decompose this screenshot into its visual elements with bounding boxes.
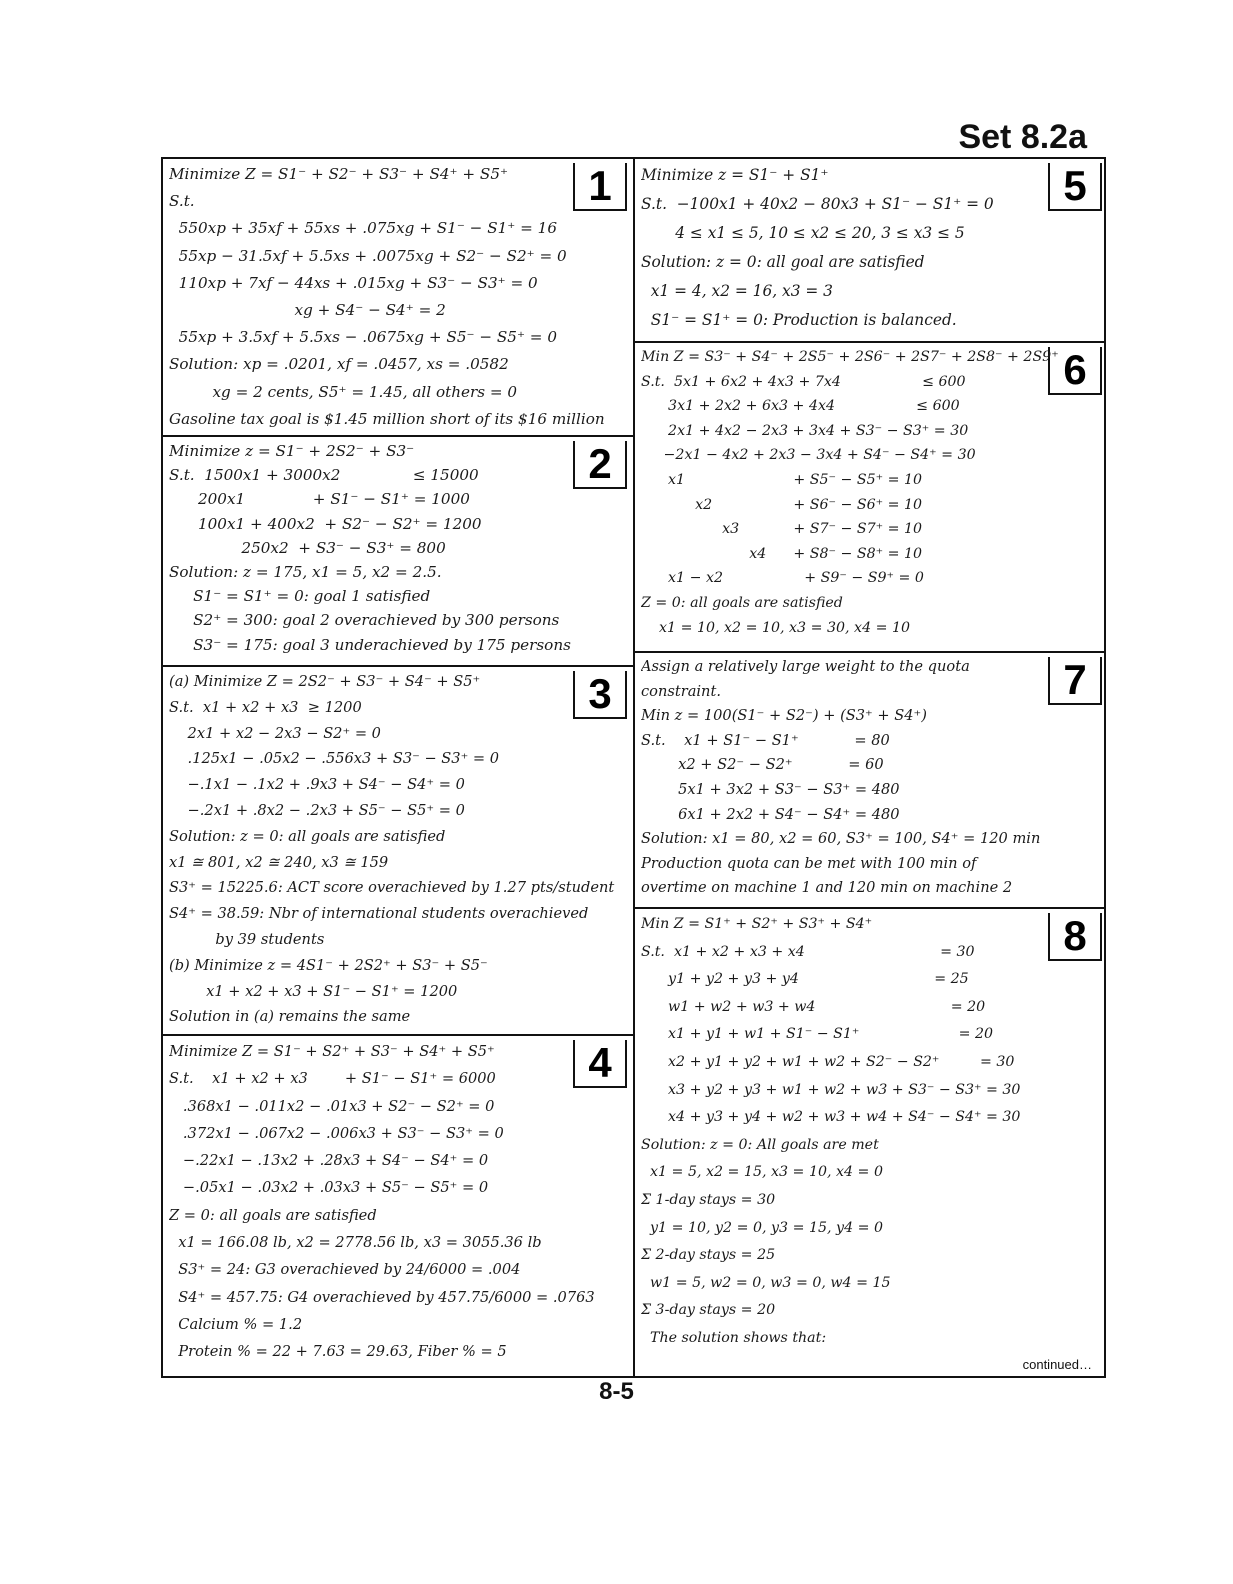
handwritten-line: Protein % = 22 + 7.63 = 29.63, Fiber % = 5 bbox=[169, 1343, 507, 1361]
handwritten-line: S1⁻ = S1⁺ = 0: Production is balanced. bbox=[641, 311, 957, 329]
handwritten-line: x2 + S2⁻ − S2⁺ = 60 bbox=[641, 756, 884, 774]
problem-8-cell bbox=[635, 909, 1104, 1376]
handwritten-line: x1 + y1 + w1 + S1⁻ − S1⁺ = 20 bbox=[641, 1026, 994, 1043]
problem-number-badge: 6 bbox=[1048, 347, 1102, 395]
handwritten-line: (a) Minimize Z = 2S2⁻ + S3⁻ + S4⁻ + S5⁺ bbox=[169, 673, 481, 690]
handwritten-line: .125x1 − .05x2 − .556x3 + S3⁻ − S3⁺ = 0 bbox=[169, 750, 500, 768]
handwritten-line: y1 + y2 + y3 + y4 = 25 bbox=[641, 971, 969, 988]
handwritten-line: Min Z = S1⁺ + S2⁺ + S3⁺ + S4⁺ bbox=[641, 916, 873, 932]
handwritten-line: .372x1 − .067x2 − .006x3 + S3⁻ − S3⁺ = 0 bbox=[169, 1124, 504, 1142]
handwritten-line: 550xp + 35xf + 55xs + .075xg + S1⁻ − S1⁺ = 16 bbox=[169, 219, 558, 238]
handwritten-line: S1⁻ = S1⁺ = 0: goal 1 satisfied bbox=[169, 587, 431, 606]
handwritten-line: S3⁺ = 15225.6: ACT score overachieved by 1.27 pts/student bbox=[169, 879, 615, 897]
handwritten-line: x2 + S6⁻ − S6⁺ = 10 bbox=[641, 496, 923, 513]
handwritten-line: 100x1 + 400x2 + S2⁻ − S2⁺ = 1200 bbox=[169, 514, 482, 533]
handwritten-line: −.2x1 + .8x2 − .2x3 + S5⁻ − S5⁺ = 0 bbox=[169, 801, 465, 819]
handwritten-line: x3 + y2 + y3 + w1 + w2 + w3 + S3⁻ − S3⁺ = 30 bbox=[641, 1081, 1021, 1098]
handwritten-line: S2⁺ = 300: goal 2 overachieved by 300 persons bbox=[169, 611, 560, 630]
handwritten-line: Solution: x1 = 80, x2 = 60, S3⁺ = 100, S4⁺ = 120 min bbox=[641, 830, 1041, 848]
handwritten-line: Gasoline tax goal is $1.45 million short of its $16 million bbox=[169, 409, 605, 428]
handwritten-line: 3x1 + 2x2 + 6x3 + 4x4 ≤ 600 bbox=[641, 398, 960, 415]
handwritten-line: Solution in (a) remains the same bbox=[169, 1008, 411, 1026]
handwritten-line: Z = 0: all goals are satisfied bbox=[169, 1206, 377, 1224]
handwritten-line: Solution: z = 175, x1 = 5, x2 = 2.5. bbox=[169, 563, 442, 582]
handwritten-line: −.22x1 − .13x2 + .28x3 + S4⁻ − S4⁺ = 0 bbox=[169, 1152, 489, 1170]
handwritten-line: Assign a relatively large weight to the quota bbox=[641, 658, 970, 675]
handwritten-line: Solution: xp = .0201, xf = .0457, xs = .0582 bbox=[169, 355, 509, 374]
problem-number-badge: 5 bbox=[1048, 163, 1102, 211]
handwritten-line: Minimize z = S1⁻ + 2S2⁻ + S3⁻ bbox=[169, 442, 415, 460]
handwritten-line: Solution: z = 0: all goals are satisfied bbox=[169, 827, 446, 845]
handwritten-line: S.t. x1 + x2 + x3 + S1⁻ − S1⁺ = 6000 bbox=[169, 1070, 496, 1088]
handwritten-line: S.t. x1 + x2 + x3 + x4 = 30 bbox=[641, 943, 975, 960]
handwritten-line: 250x2 + S3⁻ − S3⁺ = 800 bbox=[169, 538, 446, 557]
handwritten-line: x1 = 4, x2 = 16, x3 = 3 bbox=[641, 282, 833, 300]
handwritten-line: x4 + y3 + y4 + w2 + w3 + w4 + S4⁻ − S4⁺ = 30 bbox=[641, 1109, 1021, 1126]
handwritten-line: x1 + x2 + x3 + S1⁻ − S1⁺ = 1200 bbox=[169, 982, 458, 1000]
problem-number-badge: 7 bbox=[1048, 657, 1102, 705]
handwritten-line: y1 = 10, y2 = 0, y3 = 15, y4 = 0 bbox=[641, 1219, 884, 1236]
handwritten-line: x1 + S5⁻ − S5⁺ = 10 bbox=[641, 471, 923, 488]
problem-1-cell bbox=[163, 159, 633, 437]
handwritten-line: −.05x1 − .03x2 + .03x3 + S5⁻ − S5⁺ = 0 bbox=[169, 1179, 489, 1197]
problem-7-text bbox=[641, 655, 1098, 901]
continued-note: continued… bbox=[1022, 1357, 1092, 1372]
handwritten-line: w1 + w2 + w3 + w4 = 20 bbox=[641, 998, 986, 1015]
problem-number-badge: 2 bbox=[573, 441, 627, 489]
handwritten-line: S4⁺ = 457.75: G4 overachieved by 457.75/6000 = .0763 bbox=[169, 1288, 595, 1306]
handwritten-line: Σ 1-day stays = 30 bbox=[641, 1191, 776, 1208]
handwritten-line: constraint. bbox=[641, 682, 721, 700]
handwritten-line: xg + S4⁻ − S4⁺ = 2 bbox=[169, 301, 446, 320]
handwritten-line: x1 = 5, x2 = 15, x3 = 10, x4 = 0 bbox=[641, 1164, 883, 1181]
problem-2-text bbox=[169, 439, 627, 657]
handwritten-line: 200x1 + S1⁻ − S1⁺ = 1000 bbox=[169, 490, 470, 509]
handwritten-line: overtime on machine 1 and 120 min on machine 2 bbox=[641, 879, 1013, 897]
problem-8-text bbox=[641, 911, 1098, 1353]
problem-6-cell bbox=[635, 343, 1104, 653]
handwritten-line: Minimize Z = S1⁻ + S2⁺ + S3⁻ + S4⁺ + S5⁺ bbox=[169, 1043, 495, 1060]
handwritten-line: x1 = 10, x2 = 10, x3 = 30, x4 = 10 bbox=[641, 619, 911, 636]
problem-3-text bbox=[169, 669, 627, 1030]
problem-2-cell bbox=[163, 437, 633, 667]
problem-1-text bbox=[169, 161, 627, 433]
problem-5-cell bbox=[635, 159, 1104, 343]
handwritten-line: 2x1 + 4x2 − 2x3 + 3x4 + S3⁻ − S3⁺ = 30 bbox=[641, 422, 969, 439]
handwritten-line: x1 = 166.08 lb, x2 = 2778.56 lb, x3 = 3055.36 lb bbox=[169, 1234, 542, 1252]
handwritten-line: 55xp + 3.5xf + 5.5xs − .0675xg + S5⁻ − S5⁺ = 0 bbox=[169, 328, 558, 347]
handwritten-line: x4 + S8⁻ − S8⁺ = 10 bbox=[641, 545, 923, 562]
handwritten-line: S.t. x1 + x2 + x3 ≥ 1200 bbox=[169, 698, 362, 716]
handwritten-line: (b) Minimize z = 4S1⁻ + 2S2⁺ + S3⁻ + S5⁻ bbox=[169, 956, 488, 974]
handwritten-line: S4⁺ = 38.59: Nbr of international students overachieved bbox=[169, 905, 589, 923]
handwritten-line: −.1x1 − .1x2 + .9x3 + S4⁻ − S4⁺ = 0 bbox=[169, 776, 465, 794]
handwritten-line: S.t. −100x1 + 40x2 − 80x3 + S1⁻ − S1⁺ = 0 bbox=[641, 195, 994, 213]
problem-3-cell bbox=[163, 667, 633, 1036]
handwritten-line: S3⁻ = 175: goal 3 underachieved by 175 persons bbox=[169, 635, 571, 654]
handwritten-line: x3 + S7⁻ − S7⁺ = 10 bbox=[641, 521, 923, 538]
handwritten-line: −2x1 − 4x2 + 2x3 − 3x4 + S4⁻ − S4⁺ = 30 bbox=[641, 447, 976, 464]
problem-6-text bbox=[641, 345, 1098, 640]
handwritten-line: xg = 2 cents, S5⁺ = 1.45, all others = 0 bbox=[169, 382, 518, 401]
handwritten-line: Minimize z = S1⁻ + S1⁺ bbox=[641, 166, 829, 184]
handwritten-line: S3⁺ = 24: G3 overachieved by 24/6000 = .004 bbox=[169, 1261, 521, 1279]
handwritten-line: S.t. 5x1 + 6x2 + 4x3 + 7x4 ≤ 600 bbox=[641, 373, 966, 390]
handwritten-line: Z = 0: all goals are satisfied bbox=[641, 594, 843, 611]
handwritten-line: 5x1 + 3x2 + S3⁻ − S3⁺ = 480 bbox=[641, 780, 900, 798]
problem-7-cell bbox=[635, 653, 1104, 909]
problem-number-badge: 8 bbox=[1048, 913, 1102, 961]
handwritten-line: The solution shows that: bbox=[641, 1329, 827, 1346]
handwritten-line: 2x1 + x2 − 2x3 − S2⁺ = 0 bbox=[169, 724, 381, 742]
handwritten-line: by 39 students bbox=[169, 930, 325, 948]
handwritten-line: Solution: z = 0: all goal are satisfied bbox=[641, 253, 925, 271]
handwritten-line: x1 − x2 + S9⁻ − S9⁺ = 0 bbox=[641, 570, 924, 587]
handwritten-line: 110xp + 7xf − 44xs + .015xg + S3⁻ − S3⁺ = 0 bbox=[169, 273, 538, 292]
handwritten-line: Σ 3-day stays = 20 bbox=[641, 1302, 776, 1319]
problem-number-badge: 4 bbox=[573, 1040, 627, 1088]
handwritten-line: w1 = 5, w2 = 0, w3 = 0, w4 = 15 bbox=[641, 1274, 891, 1291]
problem-4-cell bbox=[163, 1036, 633, 1376]
handwritten-line: Σ 2-day stays = 25 bbox=[641, 1247, 776, 1264]
handwritten-line: 6x1 + 2x2 + S4⁻ − S4⁺ = 480 bbox=[641, 805, 900, 823]
handwritten-line: x1 ≅ 801, x2 ≅ 240, x3 ≅ 159 bbox=[169, 853, 389, 871]
handwritten-line: 4 ≤ x1 ≤ 5, 10 ≤ x2 ≤ 20, 3 ≤ x3 ≤ 5 bbox=[641, 224, 965, 242]
handwritten-line: S.t. x1 + S1⁻ − S1⁺ = 80 bbox=[641, 731, 890, 749]
problem-5-text bbox=[641, 161, 1098, 335]
handwritten-line: Min z = 100(S1⁻ + S2⁻) + (S3⁺ + S4⁺) bbox=[641, 707, 927, 725]
handwritten-line: Minimize Z = S1⁻ + S2⁻ + S3⁻ + S4⁺ + S5⁺ bbox=[169, 165, 508, 183]
handwritten-line: x2 + y1 + y2 + w1 + w2 + S2⁻ − S2⁺ = 30 bbox=[641, 1053, 1015, 1070]
handwritten-line: Solution: z = 0: All goals are met bbox=[641, 1136, 879, 1153]
problem-number-badge: 3 bbox=[573, 671, 627, 719]
problem-number-badge: 1 bbox=[573, 163, 627, 211]
handwritten-line: Min Z = S3⁻ + S4⁻ + 2S5⁻ + 2S6⁻ + 2S7⁻ + 2S8⁻ + 2S9⁺ bbox=[641, 349, 1059, 365]
set-title: Set 8.2a bbox=[958, 118, 1087, 156]
handwritten-line: .368x1 − .011x2 − .01x3 + S2⁻ − S2⁺ = 0 bbox=[169, 1097, 495, 1115]
handwritten-line: Production quota can be met with 100 min of bbox=[641, 854, 977, 872]
problem-4-text bbox=[169, 1038, 627, 1366]
handwritten-line: 55xp − 31.5xf + 5.5xs + .0075xg + S2⁻ − S2⁺ = 0 bbox=[169, 246, 567, 265]
handwritten-line: S.t. bbox=[169, 192, 195, 211]
handwritten-line: Calcium % = 1.2 bbox=[169, 1315, 303, 1333]
handwritten-line: S.t. 1500x1 + 3000x2 ≤ 15000 bbox=[169, 466, 479, 485]
page-number: 8-5 bbox=[599, 1378, 634, 1405]
